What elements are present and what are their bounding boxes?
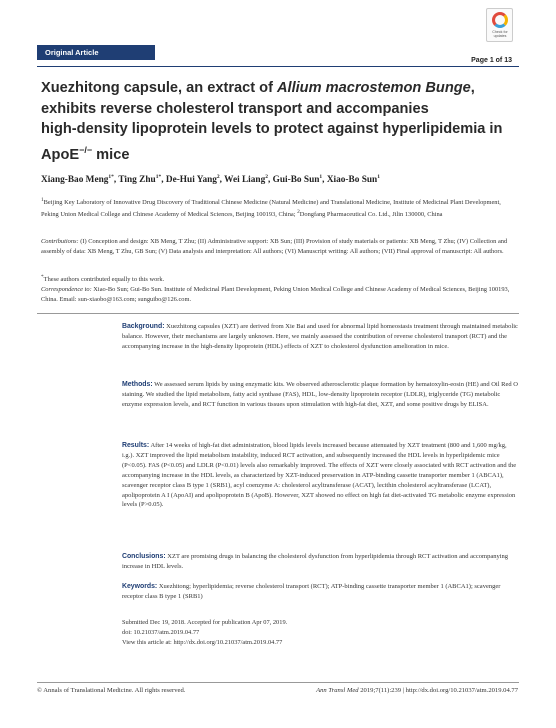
abstract-methods (122, 380, 518, 410)
submission-dates: Submitted Dec 19, 2018. Accepted for publication Apr 07, 2019. (122, 619, 288, 626)
contributions (41, 237, 519, 257)
doi: doi: 10.21037/atm.2019.04.77 (122, 629, 200, 636)
article-meta (122, 618, 518, 648)
results-heading: Results: (122, 442, 150, 449)
journal-name: Ann Transl Med (316, 687, 359, 694)
title-comma: , (470, 80, 475, 96)
author: Xiao-Bo Sun$^1$ (326, 174, 380, 186)
citation-link[interactable]: 2019;7(11):239 | http://dx.doi.org/10.21037/atm.2019.04.77 (358, 687, 518, 694)
article-title (41, 78, 521, 165)
contributions-label: Contributions: (41, 238, 79, 245)
author: De-Hui Yang$^2$ (165, 174, 220, 186)
keywords-text: Xuezhitong; hyperlipidemia; reverse cholesterol transport (RCT); ATP-binding cassette transporter member 1 (ABCA1); scavenger receptor class B type 1 (SRB1) (122, 583, 501, 600)
results-text: After 14 weeks of high-fat diet administration, blood lipids levels increased because attenuated by XZT treatment (800 and 1,600 mg/kg, i.g.). XZT improved the lipid metabolism instability, induced RCT activation, and subsequently increased the HDL levels in hyperlipidemic mice (P<0.05). FAS (P<0.05) and LDLR (P<0.01) levels also remarkably improved. The effects of XZT were closely associated with RCT activation and the accompanying increase in the HDL levels, as characterized by XZT-induced preservation in ATP-binding cassette transporter member 1 (ABCA1), scavenger receptor class B type 1 (SRB1), acyl coenzyme A: cholesterol acyltransferase (ACAT), lecithin cholesterol acyltransferase (LCAT), apolipoprotein A I (ApoAI) and apolipoprotein B (ApoB). However, XZT showed no effect on high fat diet-activated TG metabolic enzyme expression levels (P>0.05). (122, 442, 517, 509)
background-text: Xuezhitong capsules (XZT) are derived from Xie Bai and used for abnormal lipid homeostasis treatment through maintained metabolic balance. However, their mechanisms are largely unknown. Here, we mainly assessed the contribution of reverse cholesterol transport (RCT) and the accompanying increase in the high-density lipoprotein (HDL) effects of XZT to cholesterol dysfunction amelioration in mice. (122, 323, 518, 350)
check-updates-icon (492, 12, 508, 28)
author-list: Xiang-Bao Meng$^{1*}$, Ting Zhu$^{1*}$, De-Hui Yang$^2$, Wei Liang$^2$, Gui-Bo Sun$^1$, Xiao-Bo Sun$^1$ (41, 174, 380, 186)
abstract-conclusions (122, 552, 518, 572)
correspondence-label: Correspondence to: (41, 286, 92, 293)
title-superscript: −/− (79, 144, 93, 155)
check-for-updates-button[interactable] (486, 8, 513, 42)
view-article-link[interactable]: http://dx.doi.org/10.21037/atm.2019.04.77 (171, 639, 283, 646)
article-type-badge (37, 45, 155, 60)
keywords (122, 582, 518, 602)
title-line-2: exhibits reverse cholesterol transport and accompanies (41, 100, 429, 117)
citation (316, 687, 518, 694)
background-heading: Background: (122, 323, 165, 330)
abstract-results (122, 441, 518, 510)
methods-text: We assessed serum lipids by using enzymatic kits. We observed atherosclerotic plaque formation by hematoxylin-eosin (HE) and Oil Red O staining. We studied the lipid metabolism, fatty acid synthase (FAS), HDL, low-density lipoprotein receptor (LDLR), triglyceride (TG) metabolic enzyme expression levels, and RCT function in various tissues upon stimulation with high-fat diet, XZT, and some positive drugs by ELISA. (122, 381, 518, 408)
title-species: Allium macrostemon Bunge (276, 80, 471, 96)
title-line-3: high-density lipoprotein levels to protect against hyperlipidemia in (41, 121, 503, 138)
abstract-background (122, 322, 518, 352)
check-updates-label: Check for updates (492, 30, 508, 38)
correspondence (41, 285, 519, 305)
author: Gui-Bo Sun$^1$ (272, 174, 323, 186)
conclusions-text: XZT are promising drugs in balancing the cholesterol dysfunction from hyperlipidemia through RCT activation and accompanying increase in HDL levels. (122, 553, 509, 570)
copyright: © Annals of Translational Medicine. All rights reserved. (37, 687, 186, 694)
contributions-text: (I) Conception and design: XB Meng, T Zhu; (II) Administrative support: XB Sun; (III) Provision of study materials or patients: XB Meng, T Zhu; (IV) Collection and assembly of data: XB Meng, T Zhu, GB Sun; (V) Data analysis and interpretation: All authors; (VI) Manuscript writing: All authors; (VII) Final approval of manuscript: All authors. (41, 238, 508, 255)
affiliations: $^1$Beijing Key Laboratory of Innovative Drug Discovery of Traditional Chinese Medicine (Natural Medicine) and Translational Medicine, Institute of Medicinal Plant Development, Peking Union Medical College and Chinese Academy of Medical Sciences, Beijing 100193, China; $^2$Dongfang Pharmaceutical Co. Ltd., Jilin 130000, China (41, 197, 501, 219)
title-line-4-end: mice (92, 146, 130, 163)
methods-heading: Methods: (122, 381, 153, 388)
abstract-divider (37, 313, 519, 314)
author: Xiang-Bao Meng$^{1*}$ (41, 174, 114, 186)
article-type-label: Original Article (45, 48, 99, 57)
title-line-4: ApoE (41, 146, 80, 163)
correspondence-text: Xiao-Bo Sun; Gui-Bo Sun. Institute of Medicinal Plant Development, Peking Union Medical College and Chinese Academy of Medical Sciences, Beijing 100193, China. Email: sun-xiaobo@163.com; sunguibo@126.com. (41, 286, 510, 303)
title-line-1: Xuezhitong capsule, an extract of (41, 80, 277, 96)
author: Ting Zhu$^{1*}$ (118, 174, 162, 186)
keywords-heading: Keywords: (122, 583, 158, 590)
footer-divider (37, 682, 519, 683)
view-article-label: View this article at: (122, 639, 172, 646)
author: Wei Liang$^2$ (224, 174, 268, 186)
conclusions-heading: Conclusions: (122, 553, 166, 560)
header-divider (37, 66, 519, 67)
page-number: Page 1 of 13 (471, 57, 512, 64)
equal-contribution-note: *These authors contributed equally to this work. (41, 274, 165, 284)
